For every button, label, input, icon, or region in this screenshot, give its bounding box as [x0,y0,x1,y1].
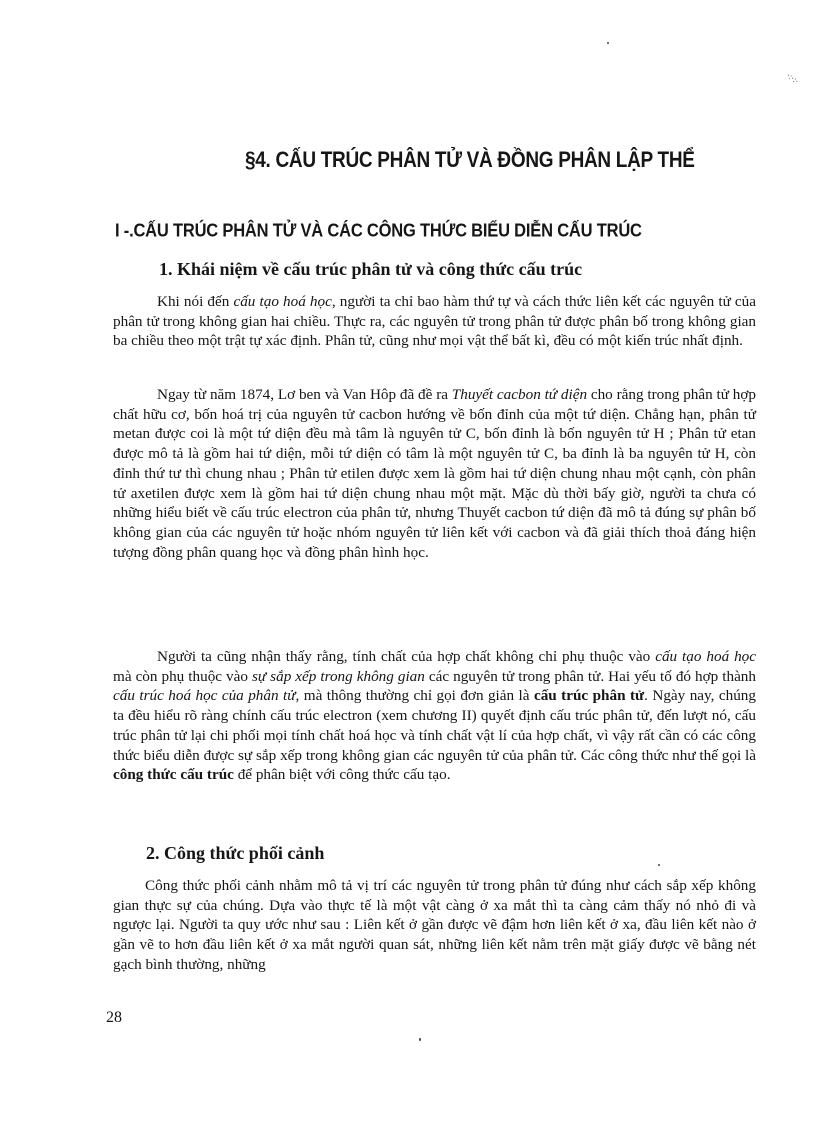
text-run: Khi nói đến [157,293,234,310]
text-run: , mà thông thường chỉ gọi đơn giản là [295,687,534,705]
paragraph [113,876,756,975]
paragraph [113,292,756,351]
scan-artifact-mark: ·:·:· [784,71,801,86]
italic-text: cấu tạo hoá học [233,293,332,310]
italic-text: sự sắp xếp trong không gian [251,667,425,685]
bold-term: công thức cấu trúc [113,766,234,784]
paragraph [113,385,756,562]
bold-term: cấu trúc phân tử [533,687,645,705]
italic-text: cấu trúc hoá học của phân tử [113,687,296,705]
subsection-heading-2: 2. Công thức phối cảnh [146,843,325,863]
scan-speck [607,42,609,44]
scan-speck [658,864,660,866]
text-run: . Ngày nay, chúng ta đều hiểu rõ ràng chính cấu trúc electron (xem chương II) quyết định cấu trúc phân tử, đến lượt nó, cấu trúc phân tử lại chi phối mọi tính chất hoá học và tính chất vật lí của hợp chất, vì vậy rất cần có các công thức biểu diễn được sự sắp xếp trong không gian các nguyên tử của phân tử. Các công thức như thế gọi là [113,687,756,764]
italic-text: cấu tạo hoá học [655,648,757,665]
scan-speck [419,1038,421,1041]
text-run: Người ta cũng nhận thấy rằng, tính chất của hợp chất không chỉ phụ thuộc vào [157,648,656,665]
part-title: I -.CẤU TRÚC PHÂN TỬ VÀ CÁC CÔNG THỨC BIỂU DIỄN CẤU TRÚC [115,221,642,241]
page-number: 28 [106,1009,122,1026]
text-run: , người ta chỉ bao hàm thứ tự và cách thức liên kết các nguyên tử của phân tử trong không gian hai chiều. Thực ra, các nguyên tử trong phân tử được phân bố trong không gian ba chiều theo một trật tự xác định. Phân tử, cũng như mọi vật thể bất kì, đều có một kiến trúc nhất định. [113,293,757,350]
italic-text: Thuyết cacbon tứ diện [451,386,588,403]
text-run: các nguyên tử trong phân tử. Hai yếu tố đó hợp thành [424,667,756,685]
text-run: cho rằng trong phân tử hợp chất hữu cơ, bốn hoá trị của nguyên tử cacbon hướng về bốn đỉnh của một tứ diện. Chẳng hạn, phân tử metan được coi là một tứ diện đều mà tâm là nguyên tử C, bốn đỉnh là bốn nguyên tử H ; Phân tử etan được mô tả là gồm hai tứ diện, mỗi tứ diện có tâm là một nguyên tử C, ba đỉnh là ba nguyên tử H, còn đỉnh thứ tư thì chung nhau ; Phân tử etilen được xem là gồm hai tứ diện chung nhau một cạnh, còn phân tử axetilen được xem là gồm hai tứ diện chung nhau một mặt. Mặc dù thời bấy giờ, người ta chưa có những hiểu biết về cấu trúc electron của phân tử, nhưng Thuyết cacbon tứ diện đã mô tả đúng sự phân bố không gian của các nguyên tử hoặc nhóm nguyên tử liên kết với cacbon và đã giải thích thoả đáng hiện tượng đồng phân quang học và đồng phân hình học. [113,386,757,561]
subsection-heading-1: 1. Khái niệm về cấu trúc phân tử và công thức cấu trúc [159,259,583,279]
paragraph [113,647,756,785]
text-run: để phân biệt với công thức cấu tạo. [233,766,451,784]
text-run: mà còn phụ thuộc vào [113,667,252,685]
section-title: §4. CẤU TRÚC PHÂN TỬ VÀ ĐỒNG PHÂN LẬP THỂ [245,148,695,173]
text-run: Ngay từ năm 1874, Lơ ben và Van Hôp đã đề ra [157,386,452,403]
text-run: Công thức phối cảnh nhằm mô tả vị trí các nguyên tử trong phân tử đúng như cách sắp xếp không gian thực sự của chúng. Dựa vào thực tế là một vật càng ở xa mắt thì ta càng cảm thấy nó nhỏ đi và ngược lại. Người ta quy ước như sau : Liên kết ở gần được vẽ đậm hơn liên kết ở xa, đầu liên kết nào ở gần vẽ to hơn đầu liên kết ở xa mắt người quan sát, những liên kết nằm trên mặt giấy được vẽ bằng nét gạch bình thường, những [113,877,756,973]
